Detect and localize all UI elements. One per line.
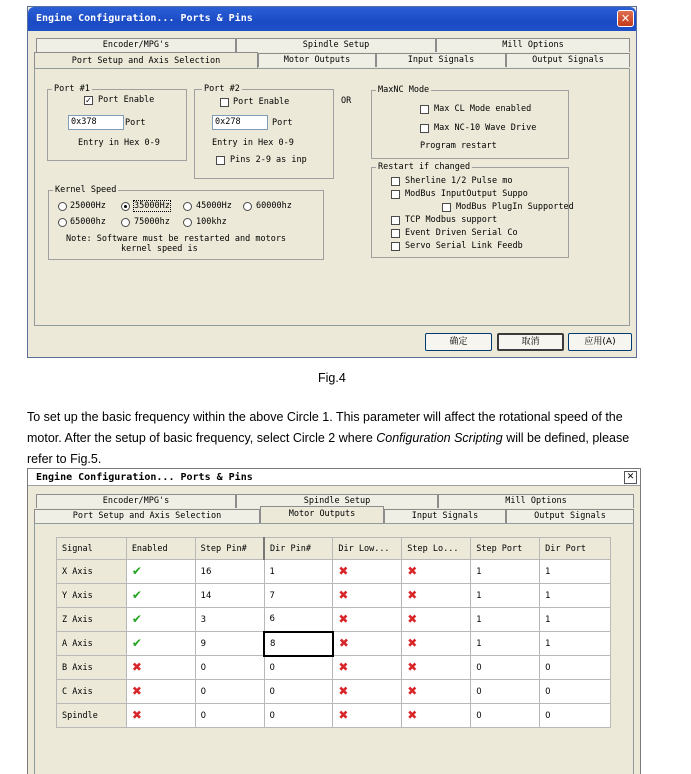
maxnc-nc10-checkbox[interactable] — [420, 124, 429, 133]
cell-step-low[interactable] — [402, 608, 471, 632]
fig4-tab-encoder[interactable]: Encoder/MPG's — [36, 38, 236, 52]
cell-step-low[interactable] — [402, 632, 471, 656]
cell-step-port[interactable] — [471, 632, 540, 656]
maxnc-legend: MaxNC Mode — [378, 85, 430, 95]
red-x-icon: ✖ — [338, 587, 349, 602]
cell-step-low[interactable] — [402, 584, 471, 608]
cell-value: 0 — [476, 710, 482, 721]
cell-dir-pin[interactable] — [264, 680, 333, 704]
cell-dir-pin[interactable] — [264, 632, 333, 656]
green-check-icon: ✔ — [131, 635, 142, 650]
cell-dir-port[interactable] — [540, 632, 611, 656]
cell-enabled[interactable] — [126, 560, 195, 584]
fig5-dialog — [27, 468, 641, 774]
cell-dir-low[interactable] — [333, 680, 402, 704]
cell-enabled[interactable] — [126, 608, 195, 632]
cell-value: 0 — [476, 662, 482, 673]
port2-enable-label: Port Enable — [233, 97, 290, 107]
cell-value: 0 — [200, 686, 207, 697]
restart-label-tcp: TCP Modbus support — [405, 215, 498, 225]
port2-hint: Entry in Hex 0-9 — [212, 138, 294, 148]
table-row[interactable] — [57, 680, 611, 704]
kernel-radio-65000[interactable] — [58, 218, 67, 227]
table-row[interactable] — [57, 608, 611, 632]
cell-value: 14 — [200, 590, 212, 601]
kernel-radio-45000[interactable] — [183, 202, 192, 211]
cell-enabled[interactable] — [126, 632, 195, 656]
cell-dir-low[interactable] — [333, 704, 402, 728]
cell-value: 9 — [200, 638, 207, 649]
cell-step-pin[interactable] — [195, 680, 264, 704]
fig5-tab-output-signals[interactable]: Output Signals — [506, 509, 634, 523]
body-paragraph — [27, 407, 652, 470]
motor-outputs-table-body — [57, 538, 611, 728]
cell-step-pin[interactable] — [195, 584, 264, 608]
cell-step-port[interactable] — [471, 560, 540, 584]
cell-step-port[interactable] — [471, 704, 540, 728]
close-icon: ✕ — [620, 12, 631, 25]
port2-legend: Port #2 — [204, 84, 240, 94]
port2-pins-label: Pins 2-9 as inp — [230, 155, 307, 165]
cell-value: 6 — [269, 614, 275, 625]
paragraph-emphasis: Configuration Scripting — [376, 431, 503, 445]
cell-value: Y Axis — [62, 590, 93, 601]
fig5-tab-encoder[interactable]: Encoder/MPG's — [36, 494, 236, 508]
red-x-icon: ✖ — [407, 611, 418, 626]
cell-step-pin[interactable] — [195, 632, 264, 656]
column-header-dir-pin[interactable]: Dir Pin# — [264, 538, 333, 560]
cell-step-low[interactable] — [402, 560, 471, 584]
kernel-radio-60000[interactable] — [243, 202, 252, 211]
restart-checkbox-tcp[interactable] — [391, 216, 400, 225]
kernel-radio-100k[interactable] — [183, 218, 192, 227]
cell-step-low[interactable] — [402, 656, 471, 680]
restart-checkbox-servo[interactable] — [391, 242, 400, 251]
table-row[interactable] — [57, 704, 611, 728]
cell-value: 0 — [269, 686, 275, 697]
port1-enable-checkbox[interactable] — [84, 96, 93, 105]
column-header-step-port[interactable]: Step Port — [471, 538, 540, 560]
cell-value: C Axis — [62, 686, 93, 697]
fig4-title: Engine Configuration... Ports & Pins — [36, 13, 253, 24]
cell-dir-port[interactable] — [540, 584, 611, 608]
column-header-step-low[interactable]: Step Lo... — [402, 538, 471, 560]
cell-value: 0 — [545, 710, 551, 721]
restart-checkbox-sherline[interactable] — [391, 177, 400, 186]
cell-step-pin[interactable] — [195, 704, 264, 728]
kernel-radio-35000[interactable] — [121, 202, 130, 211]
cell-dir-pin[interactable] — [264, 608, 333, 632]
cell-dir-low[interactable] — [333, 632, 402, 656]
cell-dir-pin[interactable] — [264, 704, 333, 728]
red-x-icon: ✖ — [131, 683, 142, 698]
fig5-tab-mill[interactable]: Mill Options — [438, 494, 634, 508]
port1-enable-label: Port Enable — [98, 95, 155, 105]
fig4-tab-input-signals[interactable]: Input Signals — [376, 53, 506, 67]
check-icon: ✓ — [85, 96, 92, 105]
red-x-icon: ✖ — [407, 635, 418, 650]
cell-dir-port[interactable] — [540, 680, 611, 704]
fig4-tab-port-setup[interactable]: Port Setup and Axis Selection — [34, 52, 258, 69]
motor-outputs-table — [56, 537, 611, 728]
fig4-dialog — [27, 6, 637, 358]
red-x-icon: ✖ — [338, 683, 349, 698]
cell-value: 0 — [269, 662, 275, 673]
cell-value: 0 — [269, 710, 275, 721]
red-x-icon: ✖ — [338, 563, 349, 578]
green-check-icon: ✔ — [131, 611, 142, 626]
fig4-tab-spindle[interactable]: Spindle Setup — [236, 38, 436, 52]
port1-legend: Port #1 — [54, 84, 90, 94]
kernel-note-line1: Note: Software must be restarted and motors — [66, 234, 287, 244]
port1-port-label: Port — [125, 118, 146, 128]
kernel-label-75000: 75000hz — [134, 217, 170, 227]
cell-signal[interactable] — [57, 560, 127, 584]
paragraph-text-after: will be defined, please refer to Fig.5. — [27, 431, 630, 466]
kernel-label-60000: 60000hz — [256, 201, 292, 211]
red-x-icon: ✖ — [338, 659, 349, 674]
fig4-tab-mill[interactable]: Mill Options — [436, 38, 630, 52]
restart-label-sherline: Sherline 1/2 Pulse mo — [405, 176, 513, 186]
cell-signal[interactable] — [57, 632, 127, 656]
column-header-signal[interactable]: Signal — [57, 538, 127, 560]
fig4-tab-output-signals[interactable]: Output Signals — [506, 53, 630, 67]
cell-enabled[interactable] — [126, 680, 195, 704]
port2-pins-checkbox[interactable] — [216, 156, 225, 165]
cell-dir-low[interactable] — [333, 608, 402, 632]
red-x-icon: ✖ — [131, 659, 142, 674]
port2-port-label: Port — [272, 118, 293, 128]
red-x-icon: ✖ — [338, 635, 349, 650]
green-check-icon: ✔ — [131, 563, 142, 578]
kernel-radio-75000[interactable] — [121, 218, 130, 227]
kernel-legend: Kernel Speed — [55, 185, 117, 195]
cell-value: 1 — [269, 566, 275, 577]
kernel-label-100k: 100khz — [196, 217, 227, 227]
fig4-tab-motor-outputs[interactable]: Motor Outputs — [258, 53, 376, 67]
maxnc-restart-label: Program restart — [420, 141, 497, 151]
restart-checkbox-event[interactable] — [391, 229, 400, 238]
ok-button[interactable]: 确定 — [425, 333, 492, 351]
cell-step-pin[interactable] — [195, 608, 264, 632]
kernel-label-45000: 45000Hz — [196, 201, 232, 211]
fig5-title-bar — [28, 469, 640, 486]
fig5-tab-motor-outputs[interactable]: Motor Outputs — [260, 506, 384, 524]
table-row[interactable] — [57, 584, 611, 608]
cell-dir-port[interactable] — [540, 704, 611, 728]
cell-step-low[interactable] — [402, 704, 471, 728]
cell-step-port[interactable] — [471, 584, 540, 608]
restart-label-event: Event Driven Serial Co — [405, 228, 518, 238]
cell-value: 8 — [270, 638, 276, 649]
fig4-close-button[interactable] — [617, 10, 634, 27]
cell-dir-pin[interactable] — [264, 560, 333, 584]
or-label: OR — [341, 96, 352, 106]
cell-signal[interactable] — [57, 584, 127, 608]
table-row[interactable] — [57, 632, 611, 656]
cell-value: A Axis — [62, 638, 93, 649]
cell-dir-low[interactable] — [333, 656, 402, 680]
cell-signal[interactable] — [57, 680, 127, 704]
cell-value: 1 — [476, 590, 482, 601]
kernel-label-65000: 65000hz — [70, 217, 106, 227]
maxnc-cl-label: Max CL Mode enabled — [434, 104, 532, 114]
cell-value: Z Axis — [62, 614, 93, 625]
red-x-icon: ✖ — [407, 683, 418, 698]
cell-value: 1 — [476, 614, 482, 625]
cell-value: 3 — [200, 614, 207, 625]
restart-label-servo: Servo Serial Link Feedb — [405, 241, 523, 251]
port1-hint: Entry in Hex 0-9 — [78, 138, 160, 148]
maxnc-cl-checkbox[interactable] — [420, 105, 429, 114]
cell-dir-low[interactable] — [333, 560, 402, 584]
cell-signal[interactable] — [57, 704, 127, 728]
table-row[interactable] — [57, 656, 611, 680]
restart-checkbox-modbus-plugin[interactable] — [442, 203, 451, 212]
cell-dir-port[interactable] — [540, 608, 611, 632]
red-x-icon: ✖ — [407, 707, 418, 722]
cell-step-port[interactable] — [471, 608, 540, 632]
fig4-caption: Fig.4 — [318, 371, 346, 385]
cell-step-port[interactable] — [471, 656, 540, 680]
fig4-title-bar — [28, 7, 636, 31]
cell-value: 0 — [200, 662, 207, 673]
cell-value: 1 — [476, 638, 482, 649]
column-header-dir-low[interactable]: Dir Low... — [333, 538, 402, 560]
cell-value: X Axis — [62, 566, 93, 577]
cell-enabled[interactable] — [126, 584, 195, 608]
cell-enabled[interactable] — [126, 704, 195, 728]
cell-dir-pin[interactable] — [264, 584, 333, 608]
cell-value: B Axis — [62, 662, 93, 673]
red-x-icon: ✖ — [407, 563, 418, 578]
cell-enabled[interactable] — [126, 656, 195, 680]
cancel-button[interactable]: 取消 — [497, 333, 564, 351]
table-header-row — [57, 538, 611, 560]
restart-legend: Restart if changed — [378, 162, 471, 172]
close-icon: ✕ — [626, 472, 635, 482]
paragraph-text-before: To set up the basic frequency within the above Circle 1. This parameter will affect the rotational speed of the motor. After the setup of basic frequency, select Circle 2 where — [27, 410, 623, 445]
cell-value: 1 — [545, 638, 551, 649]
red-x-icon: ✖ — [338, 611, 349, 626]
restart-label-modbus-io: ModBus InputOutput Suppo — [405, 189, 528, 199]
green-check-icon: ✔ — [131, 587, 142, 602]
fig5-tab-spindle[interactable]: Spindle Setup — [236, 494, 438, 508]
restart-checkbox-modbus-io[interactable] — [391, 190, 400, 199]
cell-step-port[interactable] — [471, 680, 540, 704]
cell-value: 7 — [269, 590, 275, 601]
cell-dir-pin[interactable] — [264, 656, 333, 680]
kernel-label-25000: 25000Hz — [70, 201, 106, 211]
cell-dir-low[interactable] — [333, 584, 402, 608]
fig5-tab-input-signals[interactable]: Input Signals — [384, 509, 506, 523]
cell-value: 0 — [545, 662, 551, 673]
red-x-icon: ✖ — [407, 587, 418, 602]
cell-value: 16 — [200, 566, 212, 577]
cell-value: 0 — [476, 686, 482, 697]
maxnc-nc10-label: Max NC-10 Wave Drive — [434, 123, 537, 133]
fig5-title: Engine Configuration... Ports & Pins — [36, 472, 253, 483]
restart-label-modbus-plugin: ModBus PlugIn Supported — [456, 202, 574, 212]
port2-enable-checkbox[interactable] — [220, 98, 229, 107]
column-header-step-pin[interactable]: Step Pin# — [195, 538, 264, 560]
column-header-enabled[interactable]: Enabled — [126, 538, 195, 560]
fig5-close-button[interactable] — [624, 471, 637, 484]
column-header-dir-port[interactable]: Dir Port — [540, 538, 611, 560]
kernel-label-35000: 35000Hz — [134, 201, 170, 211]
port1-address-input[interactable]: 0x378 — [68, 115, 124, 130]
cell-dir-port[interactable] — [540, 656, 611, 680]
port2-address-input[interactable]: 0x278 — [212, 115, 268, 130]
cell-value: 1 — [476, 566, 482, 577]
cell-step-low[interactable] — [402, 680, 471, 704]
cell-dir-port[interactable] — [540, 560, 611, 584]
fig5-tab-port-setup[interactable]: Port Setup and Axis Selection — [34, 509, 260, 523]
table-row[interactable] — [57, 560, 611, 584]
red-x-icon: ✖ — [407, 659, 418, 674]
kernel-note-line2: kernel speed is — [121, 244, 198, 254]
cell-signal[interactable] — [57, 656, 127, 680]
cell-value: 0 — [545, 686, 551, 697]
cell-value: 1 — [545, 614, 551, 625]
cell-signal[interactable] — [57, 608, 127, 632]
red-x-icon: ✖ — [131, 707, 142, 722]
kernel-radio-25000[interactable] — [58, 202, 67, 211]
cell-value: Spindle — [62, 710, 98, 721]
cell-value: 1 — [545, 566, 551, 577]
cell-step-pin[interactable] — [195, 656, 264, 680]
red-x-icon: ✖ — [338, 707, 349, 722]
cell-value: 0 — [200, 710, 207, 721]
cell-step-pin[interactable] — [195, 560, 264, 584]
cell-value: 1 — [545, 590, 551, 601]
apply-button[interactable]: 应用(A) — [568, 333, 632, 351]
